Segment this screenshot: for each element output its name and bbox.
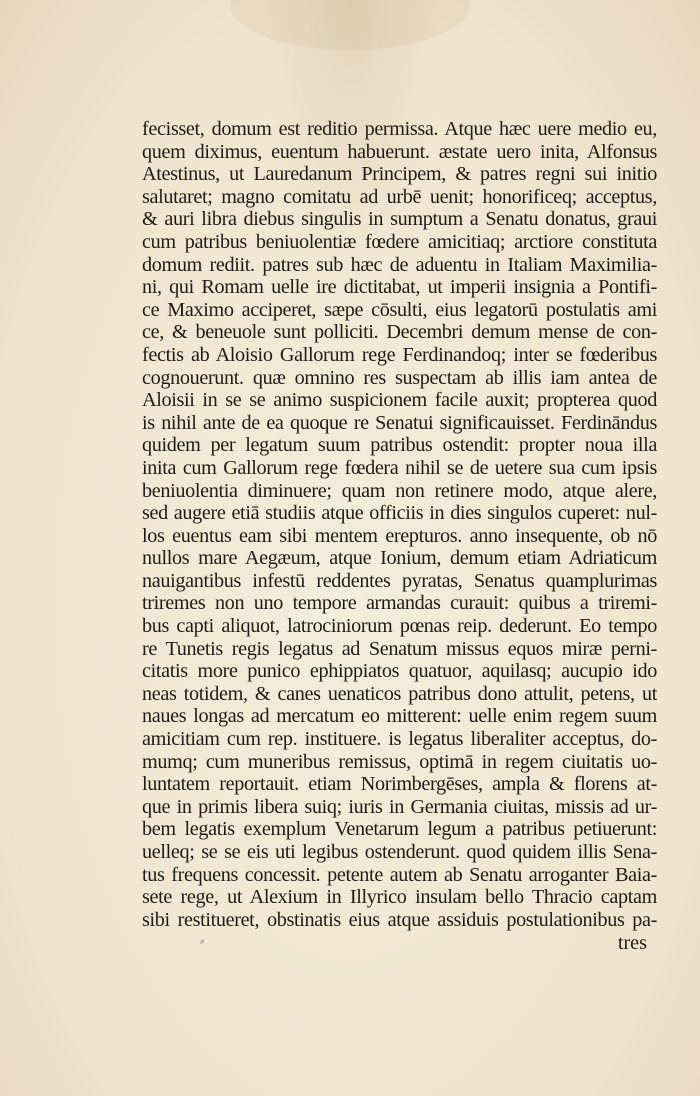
catchword: tres [617,932,647,955]
text-line: que in primis libera suiq; iuris in Germania ciuitas, missis ad ur- [142,795,657,818]
text-line: inita cum Gallorum rege fœdera nihil se de uetere sua cum ipsis [142,456,657,479]
text-line: los euentus eam sibi mentem erepturos. anno insequente, ob nō [142,524,657,547]
text-line: quem diximus, euentum habuerunt. æstate uero inita, Alfonsus [142,140,657,163]
text-line: bem legatis exemplum Venetarum legum a patribus petiuerunt: [142,818,657,841]
text-line: nullos mare Aegæum, atque Ionium, demum etiam Adriaticum [142,547,657,570]
text-line: cum patribus beniuolentiæ fœdere amicitiaq; arctiore constituta [142,230,657,253]
paper-stain [230,0,470,50]
text-line: cognouerunt. quæ omnino res suspectam ab illis iam antea de [142,366,657,389]
text-line: mumq; cum muneribus remissus, optimā in regem ciuitatis uo- [142,750,657,773]
text-line: amicitiam cum rep. instituere. is legatus liberaliter acceptus, do- [142,728,657,751]
text-line: ce, & beneuole sunt polliciti. Decembri demum mense de con- [142,321,657,344]
text-line: quidem per legatum suum patribus ostendit: propter noua illa [142,434,657,457]
text-line: re Tunetis regis legatus ad Senatum missus equos miræ perni- [142,637,657,660]
text-line: neas totidem, & canes uenaticos patribus dono attulit, petens, ut [142,682,657,705]
page-footer [142,932,657,956]
text-block [142,118,657,956]
text-line: ni, qui Romam uelle ire dictitabat, ut imperii insignia a Pontifi- [142,276,657,299]
text-line: Aloisii in se se animo suspicionem facile auxit; propterea quod [142,389,657,412]
text-line: salutaret; magno comitatu ad urbē uenit; honorificeq; acceptus, [142,185,657,208]
text-line: uelleq; se se eis uti legibus ostenderunt. quod quidem illis Sena- [142,841,657,863]
text-line: sete rege, ut Alexium in Illyrico insulam bello Thracio captam [142,886,657,909]
text-line: sibi restitueret, obstinatis eius atque assiduis postulationibus pa- [142,908,657,931]
text-line: tus frequens concessit. petente autem ab Senatu arroganter Baia- [142,863,657,886]
text-line: & auri libra diebus singulis in sumptum a Senatu donatus, graui [142,208,657,231]
text-line: domum rediit. patres sub hæc de aduentu in Italiam Maximilia- [142,253,657,276]
text-line: luntatem reportauit. etiam Norimbergēses, ampla & florens at- [142,773,657,796]
text-line: nauigantibus infestū reddentes pyratas, Senatus quamplurimas [142,569,657,592]
text-line: fectis ab Aloisio Gallorum rege Ferdinandoq; inter se fœderibus [142,343,657,366]
text-line: triremes non uno tempore armandas curauit: quibus a triremi- [142,592,657,615]
text-line: sed augere etiā studiis atque officiis in dies singulos cuperet: nul- [142,502,657,525]
text-line: Atestinus, ut Lauredanum Principem, & patres regni sui initio [142,163,657,186]
text-line: naues longas ad mercatum eo mitterent: uelle enim regem suum [142,705,657,728]
text-line: is nihil ante de ea quoque re Senatui significauisset. Ferdināndus [142,411,657,434]
text-line: ce Maximo acciperet, sæpe cōsulti, eius legatorū postulatis ami [142,298,657,321]
text-line: bus capti aliquot, latrociniorum pœnas reip. dederunt. Eo tempo [142,615,657,638]
signature-mark: ⸗ [200,934,205,950]
text-line: beniuolentia diminuere; quam non retinere modo, atque alere, [142,479,657,502]
text-line: fecisset, domum est reditio permissa. Atque hæc uere medio eu, [142,118,657,140]
text-line: citatis more punico ephippiatos quatuor, aquilasq; aucupio ido [142,660,657,683]
